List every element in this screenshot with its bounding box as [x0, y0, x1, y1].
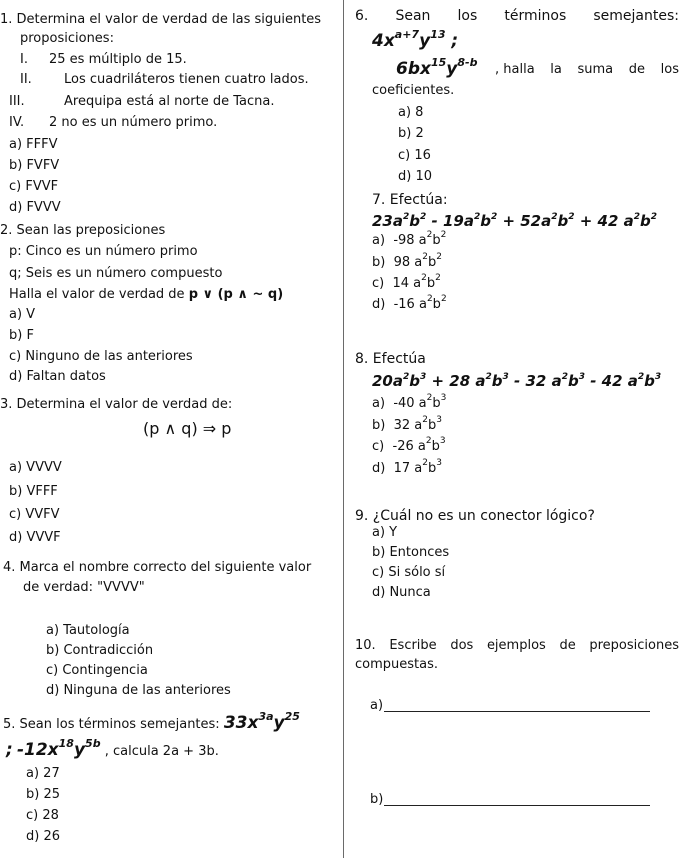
q8-option-label: d)	[372, 461, 386, 476]
q8-option-d	[372, 458, 442, 477]
q10-answer-b-label: b)	[370, 792, 384, 807]
q3-stem: 3. Determina el valor de verdad de:	[0, 397, 233, 412]
q1-option-c: c) FVVF	[9, 179, 59, 194]
q8-term-coef: - 32 a	[508, 372, 562, 390]
q8-option-var: b	[432, 396, 441, 411]
q8-option-exp: 2	[426, 393, 433, 403]
q5-stem	[3, 712, 300, 736]
q5-stem-text: 5. Sean los términos semejantes:	[3, 717, 220, 732]
q7-option-coef: 14 a	[392, 276, 422, 291]
q2-option-a: a) V	[9, 307, 36, 322]
q6-stem-word: Sean	[395, 8, 431, 24]
q10-stem-word: de	[559, 638, 576, 653]
q1-prop-num: IV.	[9, 115, 25, 130]
q8-option-label: c)	[372, 439, 385, 454]
q3-option-b: b) VFFF	[9, 484, 58, 499]
q7-term	[575, 212, 658, 230]
q8-term-coef: - 42 a	[584, 372, 638, 390]
q5-option-c: c) 28	[26, 808, 59, 823]
q1-prop-num: I.	[20, 52, 28, 67]
q10-stem-word: 10.	[355, 638, 376, 653]
q6-term2-base: 6bx	[396, 59, 431, 79]
q4-stem-line2: de verdad: "VVVV"	[23, 580, 145, 595]
q4-stem-line1: 4. Marca el nombre correcto del siguiente valor	[3, 560, 312, 575]
q9-option-a: a) Y	[372, 525, 398, 540]
q7-option-exp: 2	[440, 230, 447, 240]
q10-stem	[355, 638, 679, 654]
q6-option-a: a) 8	[398, 105, 424, 120]
q8-option-b	[372, 415, 442, 434]
q7-option-var: b	[432, 297, 441, 312]
q8-option-coef: -40 a	[393, 396, 427, 411]
q5-term1-exp1: 3a	[258, 710, 274, 723]
q10-answer-a-label: a)	[370, 698, 384, 713]
q7-option-exp: 2	[426, 294, 433, 304]
q7-term-exp: 2	[650, 212, 658, 222]
q7-term-exp: 2	[490, 212, 498, 222]
q6-term2-y: y	[446, 59, 458, 79]
q7-option-label: b)	[372, 255, 386, 270]
q8-term	[372, 372, 426, 390]
q6-term1-exp1: a+7	[394, 28, 420, 41]
q7-term-coef: - 19a	[426, 212, 474, 230]
q10-stem-word: preposiciones	[589, 638, 679, 653]
q1-prop-num: III.	[9, 94, 25, 109]
q7-option-exp: 2	[436, 252, 442, 262]
q1-prop-text: Los cuadriláteros tienen cuatro lados.	[64, 72, 309, 87]
q6-stem-word: semejantes:	[593, 8, 679, 24]
q5-line2	[6, 739, 219, 763]
q7-term	[497, 212, 574, 230]
q8-term-exp: 3	[420, 372, 427, 382]
q8-term-exp: 2	[403, 372, 410, 382]
q8-term-var: b	[567, 372, 579, 390]
q1-option-d: d) FVVV	[9, 200, 61, 215]
q6-option-d: d) 10	[398, 169, 432, 184]
q10-stem-word: dos	[450, 638, 474, 653]
q6-option-b: b) 2	[398, 126, 424, 141]
q8-term-exp: 2	[637, 372, 645, 382]
q5-term2-exp2: 5b	[85, 737, 101, 750]
q2-option-d: d) Faltan datos	[9, 369, 106, 384]
q7-option-a	[372, 230, 447, 249]
q2-q: q; Seis es un número compuesto	[9, 266, 223, 281]
q7-option-var: b	[427, 255, 437, 270]
q5-separator: ;	[6, 740, 13, 760]
q10-answer-a-line	[384, 711, 650, 712]
q6-option-c: c) 16	[398, 148, 431, 163]
q8-term-coef: 20a	[372, 372, 403, 390]
q8-stem: 8. Efectúa	[355, 351, 426, 367]
q8-option-exp: 3	[436, 458, 442, 468]
q1-stem-line1: 1. Determina el valor de verdad de las siguientes	[0, 12, 322, 27]
q9-stem: 9. ¿Cuál no es un conector lógico?	[355, 508, 595, 524]
q9-option-d: d) Nunca	[372, 585, 431, 600]
q6-tail-word: suma	[577, 62, 614, 77]
q8-option-exp: 2	[422, 458, 428, 468]
q4-option-c: c) Contingencia	[46, 663, 148, 678]
q5-term2-exp1: 18	[58, 737, 74, 750]
q7-term-exp: 2	[551, 212, 558, 222]
q10-stem-word: ejemplos	[486, 638, 546, 653]
q7-option-exp: 2	[422, 252, 428, 262]
q7-term	[372, 212, 426, 230]
q8-term	[585, 372, 661, 390]
q7-expression	[372, 210, 657, 232]
q7-option-exp: 2	[440, 294, 447, 304]
q8-option-coef: 17 a	[393, 461, 423, 476]
q7-option-exp: 2	[421, 273, 427, 283]
q7-term-exp: 2	[633, 212, 641, 222]
q7-option-c	[372, 273, 441, 292]
q8-term-exp: 3	[502, 372, 509, 382]
q9-option-c: c) Si sólo sí	[372, 565, 446, 580]
q5-term2	[16, 737, 101, 760]
q7-term-var: b	[640, 212, 651, 230]
q8-option-exp: 3	[436, 415, 442, 425]
q2-expression: p ∨ (p ∧ ~ q)	[188, 287, 284, 302]
q6-stem-word: 6.	[355, 8, 369, 24]
q8-term-exp: 2	[485, 372, 492, 382]
q3-option-d: d) VVVF	[9, 530, 61, 545]
q2-instruction	[9, 287, 283, 303]
q5-term1	[223, 710, 300, 733]
q6-stem-word: los	[457, 8, 478, 24]
q8-option-coef: 32 a	[393, 418, 423, 433]
q1-stem-line2: proposiciones:	[20, 31, 114, 46]
q7-option-var: b	[426, 276, 436, 291]
q2-p: p: Cinco es un número primo	[9, 244, 198, 259]
q8-option-exp: 2	[422, 415, 428, 425]
q8-term-var: b	[491, 372, 503, 390]
q8-term-var: b	[644, 372, 655, 390]
q6-tail-line2: coeficientes.	[372, 83, 455, 98]
q8-term-exp: 2	[561, 372, 568, 382]
q8-option-label: b)	[372, 418, 386, 433]
q4-option-b: b) Contradicción	[46, 643, 154, 658]
q10-stem-line2: compuestas.	[355, 657, 438, 672]
q7-option-label: c)	[372, 276, 385, 291]
q2-option-b: b) F	[9, 328, 34, 343]
q7-option-coef: -98 a	[393, 233, 427, 248]
q8-term	[509, 372, 585, 390]
q5-term2-base: -12x	[16, 740, 59, 760]
q8-term-exp: 3	[654, 372, 662, 382]
q4-option-d: d) Ninguna de las anteriores	[46, 683, 231, 698]
q8-term-coef: + 28 a	[426, 372, 486, 390]
q10-stem-word: Escribe	[389, 638, 437, 653]
q7-term	[426, 212, 497, 230]
q7-term-coef: 23a	[372, 212, 403, 230]
q8-option-var: b	[431, 439, 440, 454]
q1-prop-text: Arequipa está al norte de Tacna.	[64, 94, 275, 109]
q8-expression	[372, 370, 661, 392]
q3-option-a: a) VVVV	[9, 460, 62, 475]
q2-stem: 2. Sean las preposiciones	[0, 223, 166, 238]
q3-expression: (p ∧ q) ⇒ p	[143, 419, 232, 438]
q6-term1-end: ;	[451, 31, 459, 51]
q7-term-var: b	[557, 212, 569, 230]
q7-term-exp: 2	[568, 212, 575, 222]
q6-term2-exp2: 8-b	[457, 56, 478, 69]
q1-prop-num: II.	[20, 72, 32, 87]
q7-option-b	[372, 252, 442, 271]
q8-option-label: a)	[372, 396, 386, 411]
q8-option-c	[372, 436, 446, 455]
q6-term1-y: y	[419, 31, 431, 51]
q7-term-coef: + 52a	[497, 212, 552, 230]
column-divider	[343, 0, 344, 858]
q8-option-a	[372, 393, 447, 412]
q5-option-a: a) 27	[26, 766, 60, 781]
q1-option-a: a) FFFV	[9, 137, 58, 152]
q7-stem: 7. Efectúa:	[372, 192, 448, 208]
q3-option-c: c) VVFV	[9, 507, 60, 522]
q6-term2-exp1: 15	[430, 56, 447, 69]
q7-option-exp: 2	[426, 230, 433, 240]
q6-term1	[372, 29, 458, 53]
q5-option-b: b) 25	[26, 787, 60, 802]
q10-answer-b-line	[384, 805, 650, 806]
q6-stem	[355, 8, 679, 24]
q7-option-label: a)	[372, 233, 386, 248]
q6-tail-word: de	[628, 62, 646, 77]
q6-tail-word: los	[660, 62, 679, 77]
q5-term1-base: 33x	[223, 713, 259, 733]
q6-tail-word: , halla	[495, 62, 535, 77]
q7-term-var: b	[480, 212, 491, 230]
q7-option-coef: 98 a	[393, 255, 423, 270]
q8-option-exp: 3	[440, 393, 447, 403]
q8-term	[426, 372, 509, 390]
q6-tail-word: la	[550, 62, 562, 77]
q6-term1-base: 4x	[372, 31, 395, 51]
q5-tail: , calcula 2a + 3b.	[104, 744, 219, 759]
q7-term-exp: 2	[403, 212, 410, 222]
q5-option-d: d) 26	[26, 829, 60, 844]
q9-option-b: b) Entonces	[372, 545, 450, 560]
q4-option-a: a) Tautología	[46, 623, 130, 638]
q8-option-exp: 3	[439, 436, 446, 446]
q7-term-exp: 2	[420, 212, 427, 222]
q6-term2	[396, 57, 477, 81]
q8-option-var: b	[427, 418, 437, 433]
q6-stem-word: términos	[504, 8, 567, 24]
q7-option-var: b	[432, 233, 441, 248]
q8-option-coef: -26 a	[392, 439, 426, 454]
q7-term-exp: 2	[473, 212, 481, 222]
q7-option-d	[372, 294, 447, 313]
q2-instruction-text: Halla el valor de verdad de	[9, 287, 185, 302]
q1-prop-text: 2 no es un número primo.	[49, 115, 218, 130]
q7-term-var: b	[409, 212, 421, 230]
q8-term-var: b	[409, 372, 421, 390]
q5-term1-y: y	[273, 713, 285, 733]
q7-option-label: d)	[372, 297, 386, 312]
q6-term1-exp2: 13	[430, 28, 446, 41]
q8-option-var: b	[427, 461, 437, 476]
q5-term1-exp2: 25	[284, 710, 300, 723]
q5-term2-y: y	[73, 740, 86, 760]
q7-option-exp: 2	[435, 273, 441, 283]
q1-option-b: b) FVFV	[9, 158, 60, 173]
q7-option-coef: -16 a	[393, 297, 427, 312]
q7-term-coef: + 42 a	[574, 212, 634, 230]
q8-option-exp: 2	[425, 436, 432, 446]
q1-prop-text: 25 es múltiplo de 15.	[49, 52, 187, 67]
q2-option-c: c) Ninguno de las anteriores	[9, 349, 193, 364]
q8-term-exp: 3	[578, 372, 585, 382]
q6-tail	[495, 62, 679, 78]
